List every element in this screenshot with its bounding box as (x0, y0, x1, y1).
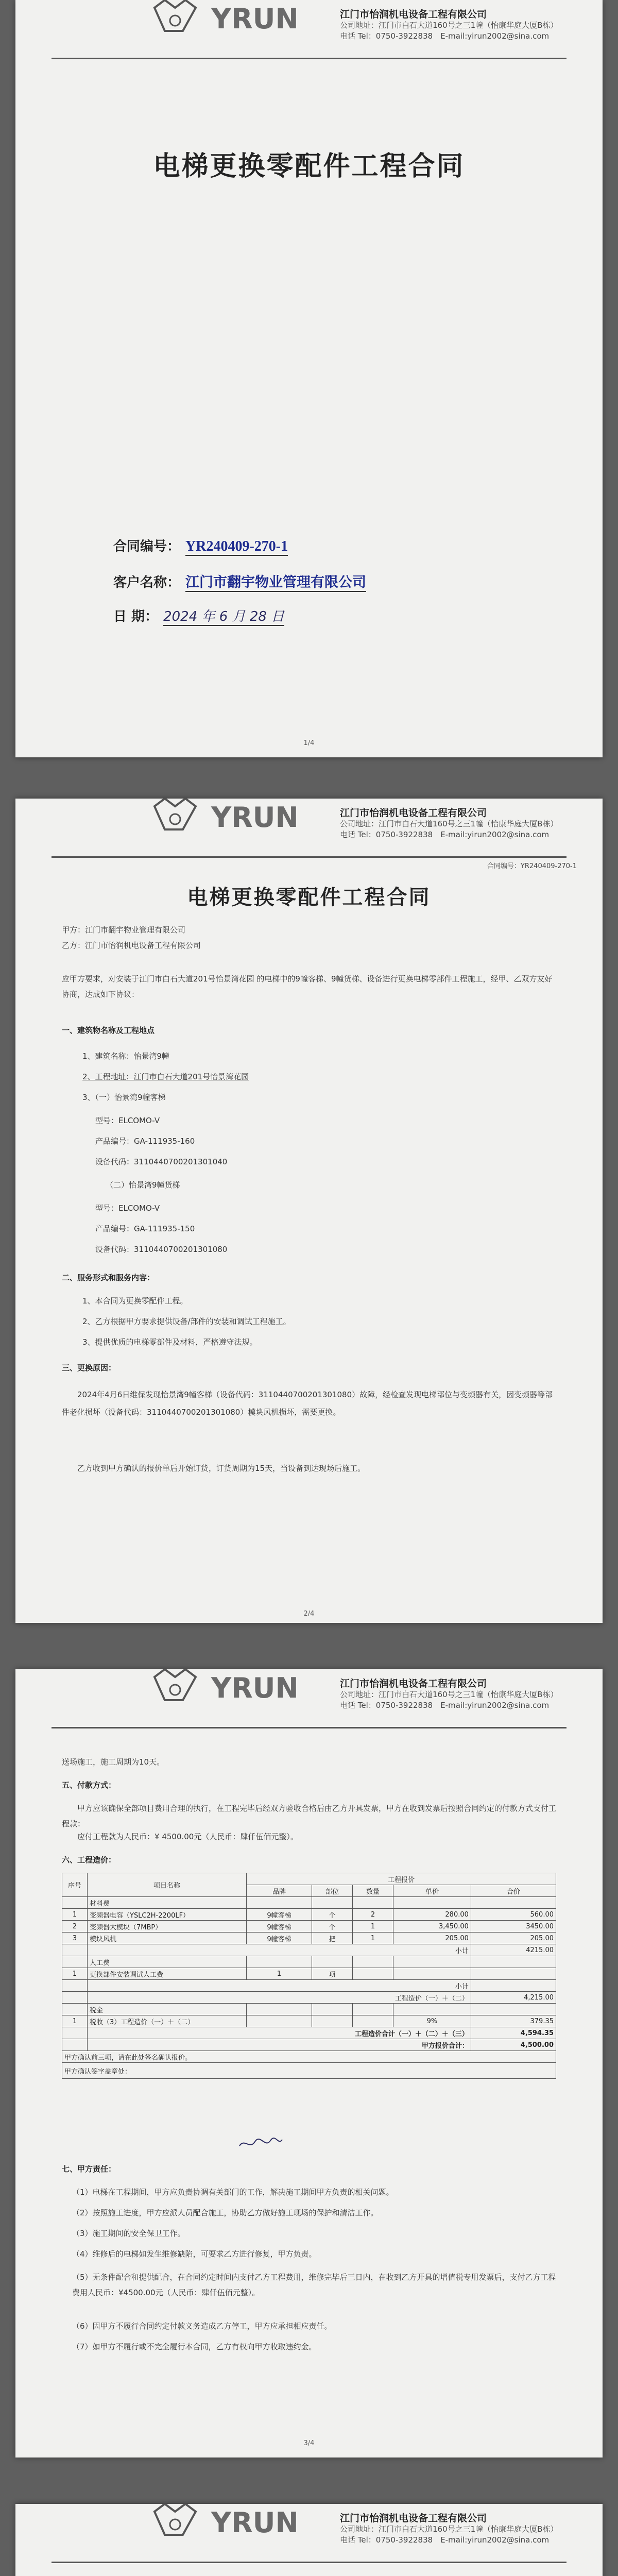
table-row: 甲方确认签字盖章处： (62, 2063, 556, 2079)
table-row: 1 税收（3）工程造价（一）＋（二） 9% 379.35 (62, 2015, 556, 2027)
letterhead (15, 799, 603, 876)
date-field: 日 期： 2024 年 6 月 28 日 (113, 606, 284, 626)
elevator-2-heading: （二）怡景湾9幢货梯 (106, 1180, 180, 1190)
intro-paragraph: 应甲方要求，对安装于江门市白石大道201号怡景湾花园 的电梯中的9幢客梯、9幢货梯、设备进行更换电梯零部件工程施工，经甲、乙双方友好协商，达成如下协议： (62, 974, 553, 999)
party-a-duty-3: （3）施工期间的安全保卫工作。 (72, 2229, 185, 2238)
page-2 (15, 799, 603, 1623)
letterhead-info (340, 9, 558, 42)
company-logo-icon (134, 0, 340, 62)
page-3 (15, 1669, 603, 2458)
table-row: 甲方报价合计： 4,500.00 (62, 2039, 556, 2051)
section-6-heading: 六、工程造价： (62, 1855, 116, 1865)
letterhead-divider (52, 2562, 566, 2563)
order-lead-time: 乙方收到甲方确认的报价单后开始订货，订货周期为15天，当设备到达现场后施工。 (77, 1464, 366, 1473)
quotation-table (62, 1873, 556, 2079)
party-a-duty-2: （2）按照施工进度，甲方应派人员配合施工，协助乙方做好施工现场的保护和清洁工作。 (72, 2208, 379, 2217)
letterhead-divider (52, 856, 566, 858)
svg-text:YRUN: YRUN (211, 801, 299, 834)
svg-text:YRUN: YRUN (211, 2506, 299, 2539)
party-a-duty-7: （7）如甲方不履行或不完全履行本合同，乙方有权向甲方收取违约金。 (72, 2342, 317, 2351)
replacement-reason: 2024年4月6日维保发现怡景湾9幢客梯（设备代码：3110440700201301080）故障，经检查发现电梯部位与变频器有关，因变频器等部件老化损坏（设备代码：3110440700201301080）模块风机损坏，需要更换。 (62, 1390, 553, 1417)
company-phone-email: 电话 Tel：0750-3922838 E-mail:yirun2002@sina.com (340, 31, 550, 41)
table-header-group: 序号 项目名称 工程报价 (62, 1873, 556, 1885)
service-item-1: 1、本合同为更换零配件工程。 (82, 1296, 188, 1306)
table-row: 1 变频器电容（YSLC2H-2200LF） 9幢客梯 个 2 280.00 560.00 (62, 1909, 556, 1921)
table-row: 1 更换部件安装调试人工费 1 项 (62, 1968, 556, 1980)
section-7-heading: 七、甲方责任： (62, 2164, 116, 2174)
service-item-3: 3、提供优质的电梯零部件及材料，严格遵守法规。 (82, 1337, 258, 1347)
elevator-2-model: 型号：ELCOMO-V (95, 1204, 160, 1213)
page-1 (15, 0, 603, 757)
elevator-1-product-no: 产品编号：GA-111935-160 (95, 1137, 195, 1146)
party-b: 乙方：江门市怡润机电设备工程有限公司 (62, 941, 201, 950)
svg-text:YRUN: YRUN (211, 3, 299, 35)
party-a: 甲方：江门市翻宇物业管理有限公司 (62, 925, 186, 935)
table-row: 税金 (62, 2004, 556, 2015)
company-address: 公司地址：江门市白石大道160号之三1幢（怡康华庭大厦B栋） (340, 21, 558, 30)
letterhead-divider (52, 58, 566, 59)
elevator-1-heading: 3、（一）怡景湾9幢客梯 (82, 1093, 166, 1102)
contract-title: 电梯更换零配件工程合同 (187, 885, 431, 909)
company-logo-icon (134, 799, 340, 860)
payment-terms: 甲方应该确保全部项目费用合理的执行，在工程完毕后经双方验收合格后由乙方开具发票，甲方在收到发票后按照合同约定的付款方式支付工程款： (62, 1804, 557, 1828)
project-address: 2、工程地址：江门市白石大道201号怡景湾花园 (82, 1072, 249, 1081)
building-name: 1、建筑名称：怡景湾9幢 (82, 1052, 170, 1061)
handwritten-signature-icon (237, 2136, 283, 2151)
company-logo-icon (134, 1669, 340, 1731)
section-2-heading: 二、服务形式和服务内容： (62, 1273, 155, 1282)
table-row: 材料费 (62, 1897, 556, 1909)
letterhead-divider (52, 1727, 566, 1728)
company-name: 江门市怡润机电设备工程有限公司 (340, 9, 487, 20)
letterhead-info: 江门市怡润机电设备工程有限公司 公司地址：江门市白石大道160号之三1幢（怡康华庭大厦B栋） 电话 Tel：0750-3922838 E-mail:yirun2002@sina.com (340, 2513, 558, 2545)
letterhead (15, 0, 603, 77)
letterhead (15, 1669, 603, 1747)
contract-no-field: 合同编号： YR240409-270-1 (113, 536, 288, 556)
elevator-1-device-code: 设备代码：3110440700201301040 (95, 1157, 228, 1166)
letterhead (15, 2504, 603, 2576)
table-row: 甲方确认前三项，请在此处签名确认报价。 (62, 2051, 556, 2063)
party-a-duty-4: （4）维修后的电梯如发生维修缺陷，可要求乙方进行修复，甲方负责。 (72, 2249, 317, 2259)
table-row: 工程造价合计（一）＋（二）＋（三） 4,594.35 (62, 2027, 556, 2039)
page-number: 3/4 (303, 2439, 315, 2447)
table-row: 小计 (62, 1980, 556, 1992)
client-field: 客户名称： 江门市翻宇物业管理有限公司 (113, 571, 366, 592)
section-1-heading: 一、建筑物名称及工程地点 (62, 1026, 155, 1035)
page-4 (15, 2504, 603, 2576)
table-row: 人工费 (62, 1956, 556, 1968)
elevator-2-product-no: 产品编号：GA-111935-150 (95, 1224, 195, 1233)
letterhead-info: 江门市怡润机电设备工程有限公司 公司地址：江门市白石大道160号之三1幢（怡康华庭大厦B栋） 电话 Tel：0750-3922838 E-mail:yirun2002@sina.com (340, 807, 558, 839)
table-row: 2 变频器大模块（7MBP） 9幢客梯 个 1 3,450.00 3450.00 (62, 1921, 556, 1933)
page-number: 1/4 (303, 739, 315, 747)
section-5-heading: 五、付款方式： (62, 1781, 116, 1790)
payment-amount: 应付工程款为人民币：¥ 4500.00元（人民币：肆仟伍佰元整）。 (77, 1832, 298, 1841)
service-item-2: 2、乙方根据甲方要求提供设备/部件的安装和调试工程施工。 (82, 1317, 291, 1326)
elevator-2-device-code: 设备代码：3110440700201301080 (95, 1245, 228, 1254)
cover-title: 电梯更换零配件工程合同 (153, 150, 465, 182)
doc-number: 合同编号：YR240409-270-1 (487, 862, 577, 870)
construction-period: 送场施工，施工周期为10天。 (62, 1757, 165, 1767)
page-number: 2/4 (303, 1610, 315, 1618)
party-a-duty-5: （5）无条件配合和提供配合，在合同约定时间内支付乙方工程费用，维修完毕后三日内，在收到乙方开具的增值税专用发票后，支付乙方工程费用人民币：¥4500.00元（人民币：肆仟伍佰元整）。 (72, 2273, 556, 2297)
table-row: 工程造价（一）＋（二） 4,215.00 (62, 1992, 556, 2004)
party-a-duty-1: （1）电梯在工程期间，甲方应负责协调有关部门的工作，解决施工期间甲方负责的相关问题。 (72, 2188, 394, 2197)
table-row: 小计 4215.00 (62, 1944, 556, 1956)
letterhead-info: 江门市怡润机电设备工程有限公司 公司地址：江门市白石大道160号之三1幢（怡康华庭大厦B栋） 电话 Tel：0750-3922838 E-mail:yirun2002@sina.com (340, 1678, 558, 1710)
party-a-duty-6: （6）因甲方不履行合同约定付款义务造成乙方停工，甲方应承担相应责任。 (72, 2321, 332, 2331)
section-3-heading: 三、更换原因： (62, 1363, 116, 1372)
svg-text:YRUN: YRUN (211, 1672, 299, 1704)
table-header: 品牌 部位 数量 单价 合价 (62, 1885, 556, 1897)
company-logo-icon (134, 2504, 340, 2566)
table-row: 3 模块风机 9幢客梯 把 1 205.00 205.00 (62, 1933, 556, 1944)
elevator-1-model: 型号：ELCOMO-V (95, 1116, 160, 1125)
